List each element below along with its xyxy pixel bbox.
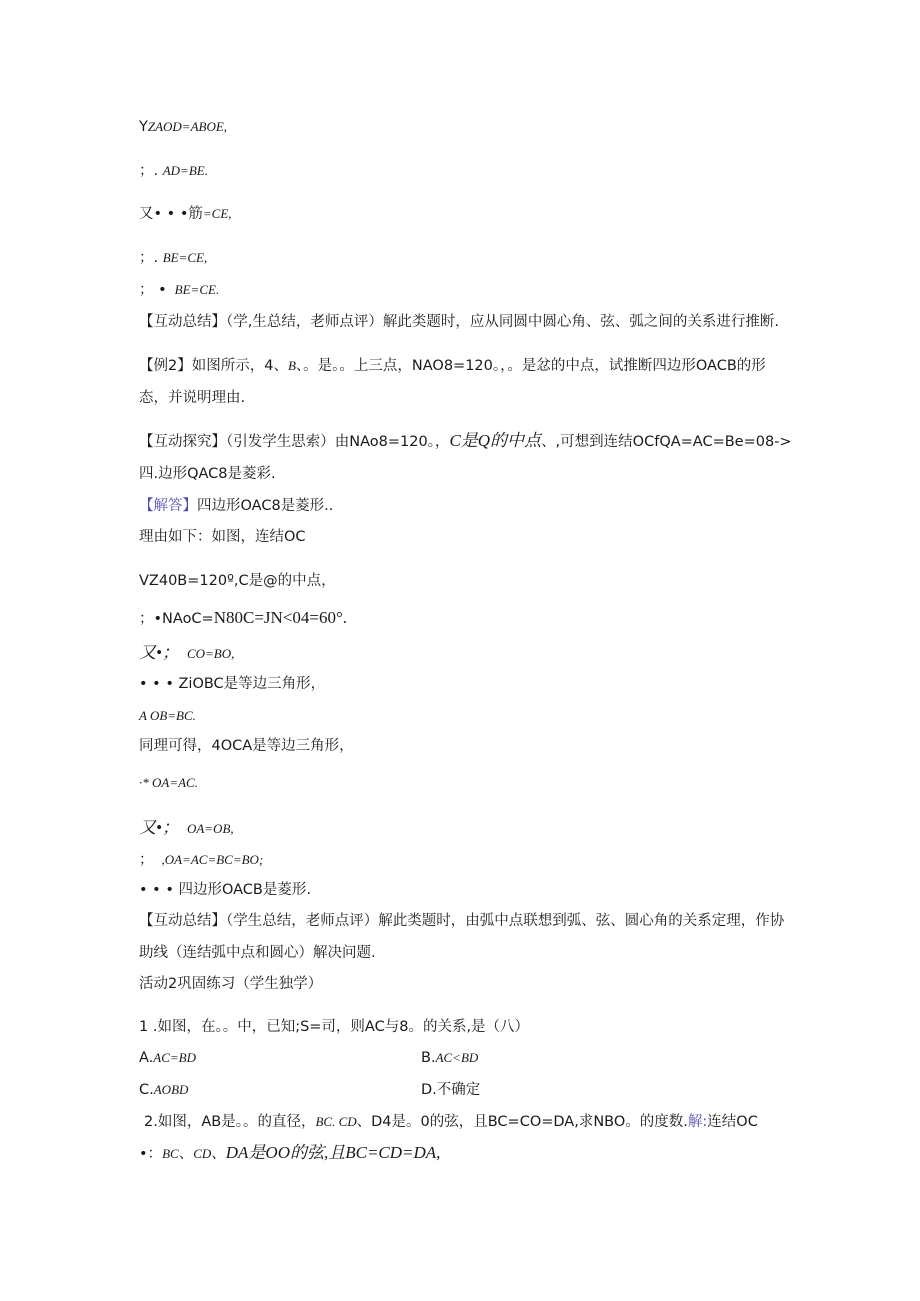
solution-conclusion: • • • 四边形OACB是菱形. <box>139 882 311 898</box>
solution-line-6: 同理可得，4OCA是等边三角形， <box>139 738 354 754</box>
proof-line-1: YZAOD=ABOE, <box>139 119 228 135</box>
activity-2-heading: 活动2巩固练习（学生独学） <box>139 976 323 992</box>
solution-line-8: 又•； OA=OB, <box>139 818 234 837</box>
solution-line-2: ；•NAoC=N80C=JN<04=60°. <box>139 608 348 627</box>
proof-line-5: ； • BE=CE. <box>139 282 220 298</box>
question-2-solution-line: •：BC、CD、DA是OO的弦,且BC=CD=DA, <box>139 1143 441 1162</box>
interactive-exploration: 【互动探究】（引发学生思索）由NAo8=120。，C是Q的中点、,可想到连结OCfQA=AC=Be=08-> <box>139 431 792 450</box>
answer-label: 【解答】 <box>139 498 197 514</box>
example-2-statement: 【例2】如图所示，4、B、。是。。上三点，NAO8=120。，。是忿的中点，试推断四边形OACB的形 <box>139 358 766 374</box>
interactive-summary-1: 【互动总结】（学,生总结，老师点评）解此类题时，应从同圆中圆心角、弦、弧之间的关系进行推断. <box>139 314 779 330</box>
solution-line-9: ； ,OA=AC=BC=BO; <box>139 852 264 868</box>
example-2-statement-cont: 态，并说明理由. <box>139 390 246 406</box>
option-d: D.不确定 <box>421 1082 481 1098</box>
interactive-summary-2-cont: 助线（连结弧中点和圆心）解决问题. <box>139 945 376 961</box>
solution-line-1: VZ40B=120º,C是@的中点， <box>139 573 336 589</box>
question-1: 1 .如图，在。。中，已知;S=司，则AC与8。的关系,是（八） <box>139 1019 530 1035</box>
solution-line-3: 又•； CO=BO, <box>139 643 235 662</box>
proof-line-4: ；. BE=CE, <box>139 250 208 266</box>
option-a: A.AC=BD <box>139 1050 196 1066</box>
solution-line-7: ·* OA=AC. <box>139 775 198 790</box>
solution-line-5: A OB=BC. <box>139 708 196 723</box>
solution-label: 解: <box>687 1114 708 1130</box>
solution-line-4: • • • ZiOBC是等边三角形， <box>139 676 326 692</box>
option-c: C.AOBD <box>139 1082 189 1098</box>
question-2: 2.如图，AB是。。的直径，BC. CD、D4是。0的弦，且BC=CO=DA,求NBO。的度数.解:连结OC <box>144 1114 758 1130</box>
interactive-exploration-cont: 四.边形QAC8是菱彩. <box>139 466 276 482</box>
proof-line-2: ；. AD=BE. <box>139 163 208 179</box>
interactive-summary-2: 【互动总结】（学生总结，老师点评）解此类题时，由弧中点联想到弧、弦、圆心角的关系定理，作协 <box>139 913 785 929</box>
proof-line-3: 又• • •筋=CE, <box>139 206 232 222</box>
answer-heading: 【解答】四边形OAC8是菱形.. <box>139 498 334 514</box>
reason-intro: 理由如下：如图，连结OC <box>139 529 306 545</box>
option-b: B.AC<BD <box>421 1050 479 1066</box>
